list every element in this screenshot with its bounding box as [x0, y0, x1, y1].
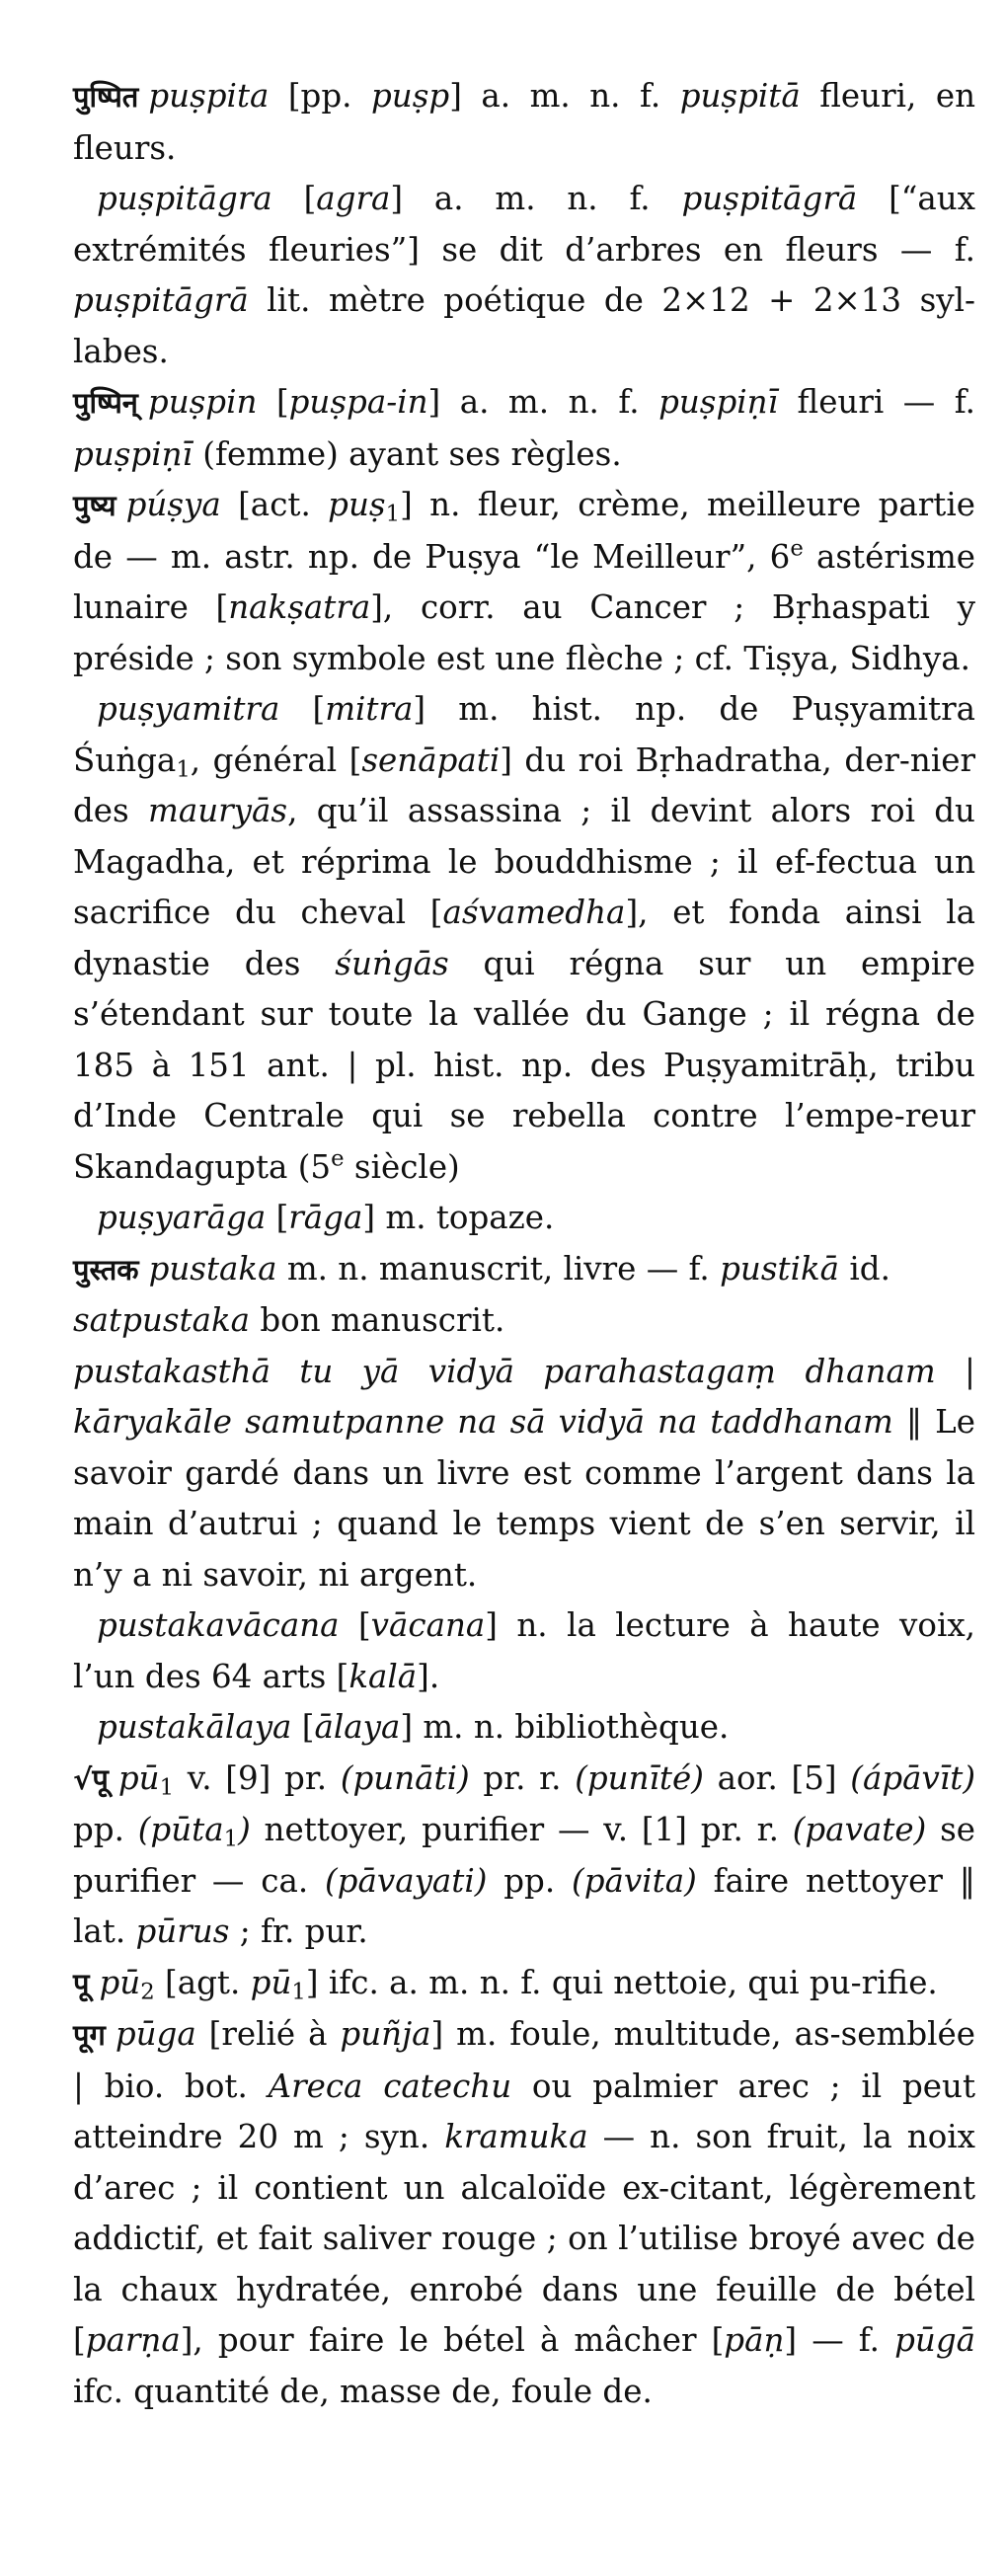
entry-text: pustakavācana [vācana] n. la lecture à haute voix, l’un des 64 arts [kalā].: [73, 1606, 975, 1695]
entry-text: puṣyamitra [mitra] m. hist. np. de Puṣyamitra Śuṅga$_1$, général [senāpati] du roi Bṛhadratha, der-nier des mauryās, qu’il assassina ; il devint alors roi du Magadha, et réprima le bouddhisme ; il ef-fectua un sacrifice du cheval [aśvamedha], et fonda ainsi la dynastie des śuṅgās qui régna sur un empire s’étendant sur toute la vallée du Gange ; il régna de 185 à 151 ant. | pl. hist. np. des Puṣyamitrāḥ, tribu d’Inde Centrale qui se rebella contre l’empe-reur Skandagupta (5e siècle): [73, 690, 976, 1186]
entry-text: puṣpin [puṣpa-in] a. m. n. f. puṣpiṇī fleuri — f. puṣpiṇī (femme) ayant ses règles.: [73, 383, 976, 473]
entry-text: puṣyarāga [rāga] m. topaze.: [97, 1199, 555, 1236]
dictionary-entry: [73, 1958, 975, 2010]
entry-text: pustakālaya [ālaya] m. n. bibliothèque.: [97, 1708, 730, 1746]
devanagari-headword: पूग: [73, 2018, 106, 2052]
dictionary-entry: [73, 2009, 975, 2417]
dictionary-example: [73, 1295, 975, 1347]
dictionary-entry: [73, 1244, 975, 1296]
entry-text: satpustaka bon manuscrit.: [73, 1301, 505, 1339]
entry-text: pustaka m. n. manuscrit, livre — f. pustikā id.: [148, 1249, 890, 1288]
entry-text: pūga [relié à puñja] m. foule, multitude, as-semblée | bio. bot. Areca catechu ou palmier arec ; il peut atteindre 20 m ; syn. kramuka — n. son fruit, la noix d’arec ; il contient un alcaloïde ex-citant, légèrement addictif, et fait saliver rouge ; on l’utilise broyé avec de la chaux hydratée, enrobé dans une feuille de bétel [parṇa], pour faire le bétel à mâcher [pāṇ] — f. pūgā ifc. quantité de, masse de, foule de.: [73, 2015, 976, 2410]
dictionary-subentry: [73, 1193, 975, 1244]
devanagari-headword: पुष्पिन्: [73, 386, 138, 420]
entry-text: $pū_1$ v. [9] pr. (punāti) pr. r. (punīté) aor. [5] (ápāvīt) pp. (pūta$_1$) nettoyer, purifier — v. [1] pr. r. (pavate) se purifier — ca. (pāvayati) pp. (pāvita) faire nettoyer ‖ lat. pūrus ; fr. pur.: [73, 1758, 976, 1950]
dictionary-example: [73, 1347, 975, 1601]
devanagari-headword: पुष्पित: [73, 80, 139, 114]
devanagari-headword: पुस्तक: [73, 1252, 139, 1287]
entry-text: puṣpita [pp. puṣp] a. m. n. f. puṣpitā fleuri, en fleurs.: [73, 77, 976, 167]
entry-text: púṣya [act. puṣ$_1$] n. fleur, crème, meilleure partie de — m. astr. np. de Puṣya “le Meilleur”, 6e astérisme lunaire [nakṣatra], corr. au Cancer ; Bṛhaspati y préside ; son symbole est une flèche ; cf. Tiṣya, Sidhya.: [73, 486, 976, 677]
dictionary-entry: [73, 1754, 975, 1958]
dictionary-subentry: [73, 1600, 975, 1702]
dictionary-entry: [73, 480, 975, 684]
dictionary-subentry: [73, 684, 975, 1193]
entry-text: puṣpitāgra [agra] a. m. n. f. puṣpitāgrā [“aux extrémités fleuries”] se dit d’arbres en fleurs — f. puṣpitāgrā lit. mètre poétique de 2×12 + 2×13 syl-labes.: [73, 180, 975, 370]
entry-text: pustakasthā tu yā vidyā parahastagaṃ dhanam | kāryakāle samutpanne na sā vidyā na taddhanam ‖ Le savoir gardé dans un livre est comme l’argent dans la main d’autrui ; quand le temps vient de s’en servir, il n’y a ni savoir, ni argent.: [73, 1352, 975, 1594]
entry-text: $pū_2$ [agt. $pū_1$] ifc. a. m. n. f. qui nettoie, qui pu-rifie.: [99, 1963, 938, 2005]
dictionary-entry: [73, 71, 975, 174]
devanagari-headword: पू: [73, 1966, 90, 2000]
dictionary-subentry: [73, 1702, 975, 1754]
dictionary-subentry: [73, 174, 975, 377]
devanagari-headword: पुष्य: [73, 489, 116, 522]
devanagari-headword: √पू: [73, 1761, 109, 1796]
dictionary-entry: [73, 377, 975, 480]
